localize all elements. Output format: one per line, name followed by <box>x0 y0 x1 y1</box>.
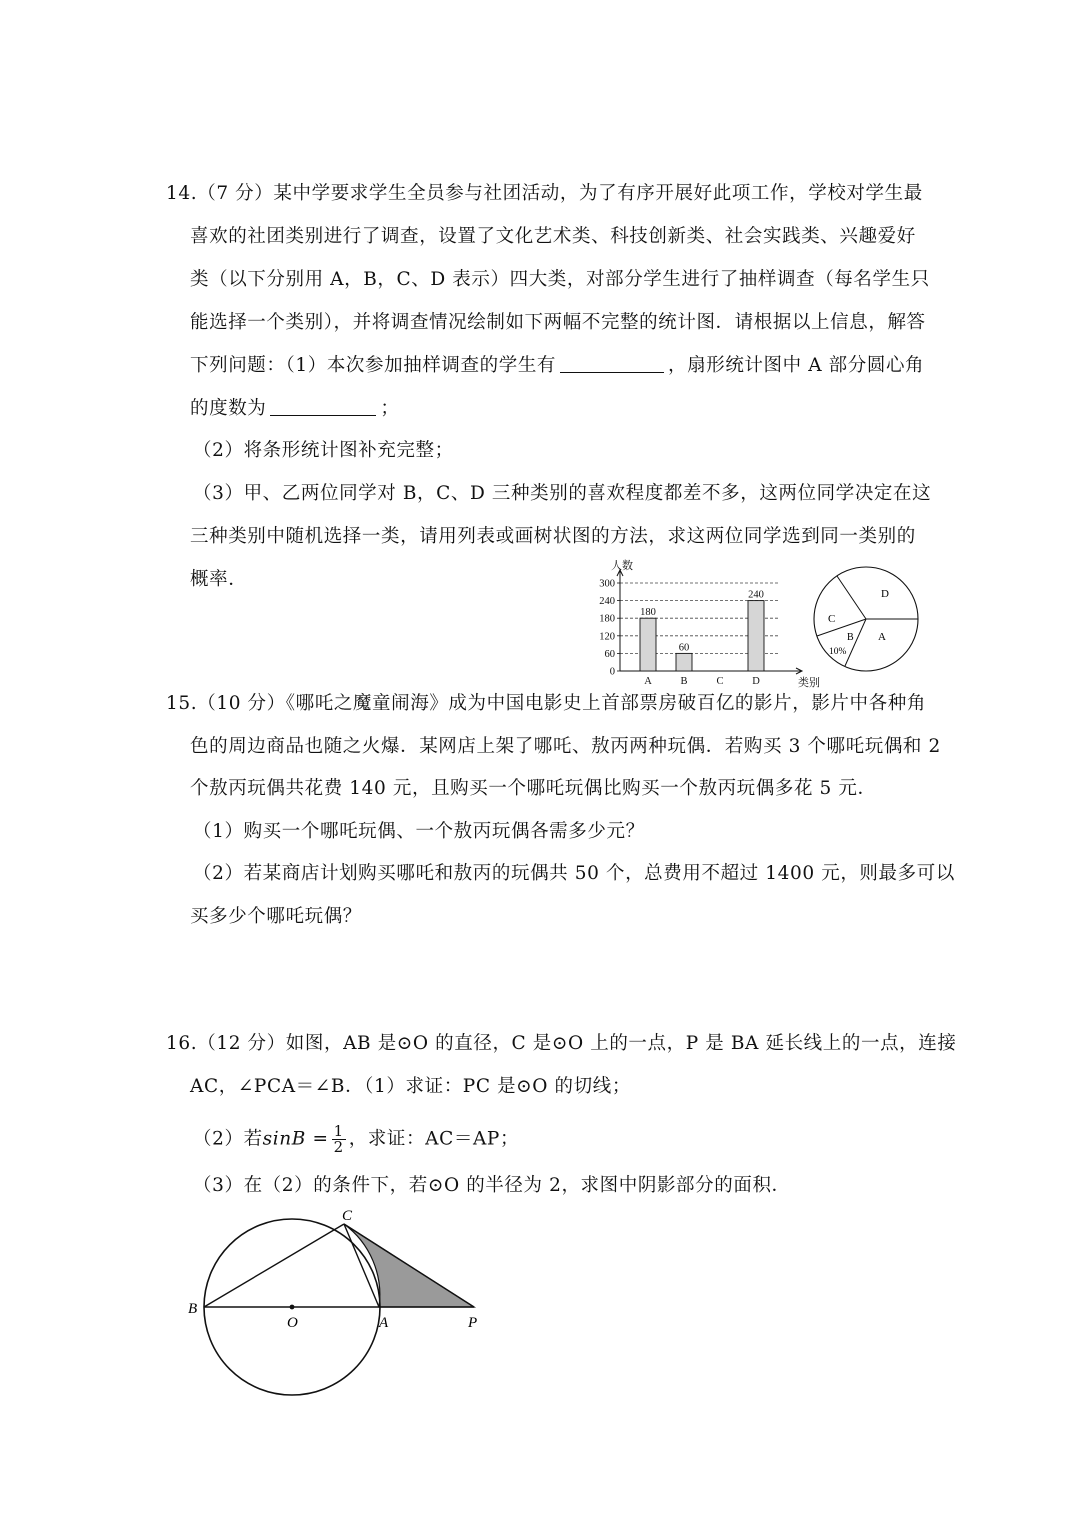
q14-number: 14. <box>166 183 198 204</box>
x-axis-title: 类别 <box>798 677 820 689</box>
pie-chart <box>808 562 926 676</box>
y-tick-label-180: 180 <box>599 613 615 625</box>
q16-part-2: （2）若sinB = $\frac{1}{2}$ ，求证：AC＝AP； <box>193 1122 520 1156</box>
y-tick-label-300: 300 <box>599 578 615 590</box>
q14-part-2: （2）将条形统计图补充完整； <box>193 440 454 461</box>
pie-annotation-b: 10% <box>829 647 847 657</box>
bar-value-label-B: 60 <box>678 642 690 654</box>
q14-line-6: 的度数为 ； <box>190 398 400 419</box>
bar-D <box>748 601 764 671</box>
q15-line-2: 色的周边商品也随之火爆．某网店上架了哪吒、敖丙两种玩偶．若购买 3 个哪吒玩偶和 2 <box>190 736 941 757</box>
label-b: B <box>188 1301 198 1317</box>
y-tick-label-0: 0 <box>609 666 615 678</box>
q16-part-3: （3）在（2）的条件下，若⊙O 的半径为 2，求图中阴影部分的面积． <box>193 1175 791 1196</box>
q16-line-1: 16.（12 分）如图，AB 是⊙O 的直径，C 是⊙O 上的一点，P 是 BA 延长线上的一点，连接 <box>166 1033 957 1054</box>
fraction-one-half: $\frac{1}{2}$ <box>333 1122 344 1156</box>
q15-number: 15. <box>166 693 198 714</box>
label-c: C <box>342 1208 353 1224</box>
q14-line-3: 类（以下分别用 A，B，C、D 表示）四大类，对部分学生进行了抽样调查（每名学生只 <box>190 269 930 290</box>
x-category-label-B: B <box>680 676 688 687</box>
pie-label-c: C <box>828 613 836 625</box>
q14-score: （7 分） <box>197 183 274 204</box>
q14-line-4: 能选择一个类别），并将调查情况绘制如下两幅不完整的统计图．请根据以上信息，解答 <box>190 312 926 333</box>
sin-expression: sinB = <box>262 1128 329 1150</box>
pie-divider-2 <box>837 576 866 619</box>
label-a: A <box>379 1315 389 1331</box>
y-tick-label-120: 120 <box>599 631 615 643</box>
x-category-label-A: A <box>644 676 652 687</box>
label-o: O <box>287 1315 298 1331</box>
segment-bc <box>204 1224 344 1307</box>
bar-value-label-D: 240 <box>748 589 764 601</box>
answer-blank-1 <box>560 354 664 373</box>
q14-part-3-line-3: 概率． <box>190 569 248 590</box>
q14-line-5: 下列问题：（1）本次参加抽样调查的学生有 ，扇形统计图中 A 部分圆心角 <box>190 355 925 376</box>
bar-A <box>640 618 656 671</box>
q14-part-3-line-2: 三种类别中随机选择一类，请用列表或画树状图的方法，求这两位同学选到同一类别的 <box>190 526 916 547</box>
bar-chart <box>585 555 820 690</box>
q15-score: （10 分） <box>197 693 286 714</box>
q14-line-1: 14.（7 分）某中学要求学生全员参与社团活动，为了有序开展好此项工作，学校对学生最 <box>166 183 923 204</box>
bar-value-label-A: 180 <box>640 607 656 619</box>
pie-label-d: D <box>881 588 889 600</box>
q15-part-2-line-2: 买多少个哪吒玩偶？ <box>190 906 362 927</box>
y-tick-label-240: 240 <box>599 596 615 608</box>
pie-label-b: B <box>847 632 854 643</box>
x-category-label-C: C <box>716 676 724 687</box>
pie-divider-3 <box>817 619 866 636</box>
y-axis-title: 人数 <box>611 560 633 572</box>
q14-line-2: 喜欢的社团类别进行了调查，设置了文化艺术类、科技创新类、社会实践类、兴趣爱好 <box>190 226 916 247</box>
q15-line-3: 个敖丙玩偶共花费 140 元，且购买一个哪吒玩偶比购买一个敖丙玩偶多花 5 元． <box>190 778 877 799</box>
x-category-label-D: D <box>752 676 760 687</box>
q15-line-1: 15.（10 分）《哪吒之魔童闹海》成为中国电影史上首部票房破百亿的影片，影片中各种角 <box>166 693 926 714</box>
label-p: P <box>468 1315 478 1331</box>
q16-score: （12 分） <box>197 1033 286 1054</box>
answer-blank-2 <box>270 397 376 416</box>
q16-line-2: AC，∠PCA＝∠B．（1）求证：PC 是⊙O 的切线； <box>190 1076 631 1097</box>
center-point-o <box>290 1305 295 1310</box>
q15-part-2-line-1: （2）若某商店计划购买哪吒和敖丙的玩偶共 50 个，总费用不超过 1400 元，则最多可以 <box>193 863 955 884</box>
q14-part-3-line-1: （3）甲、乙两位同学对 B，C、D 三种类别的喜欢程度都差不多，这两位同学决定在这 <box>193 483 932 504</box>
q16-number: 16. <box>166 1033 198 1054</box>
bar-B <box>676 653 692 671</box>
q15-part-1: （1）购买一个哪吒玩偶、一个敖丙玩偶各需多少元？ <box>193 821 645 842</box>
y-tick-label-60: 60 <box>604 648 615 660</box>
pie-label-a: A <box>878 631 886 643</box>
geometry-diagram <box>180 1208 500 1400</box>
